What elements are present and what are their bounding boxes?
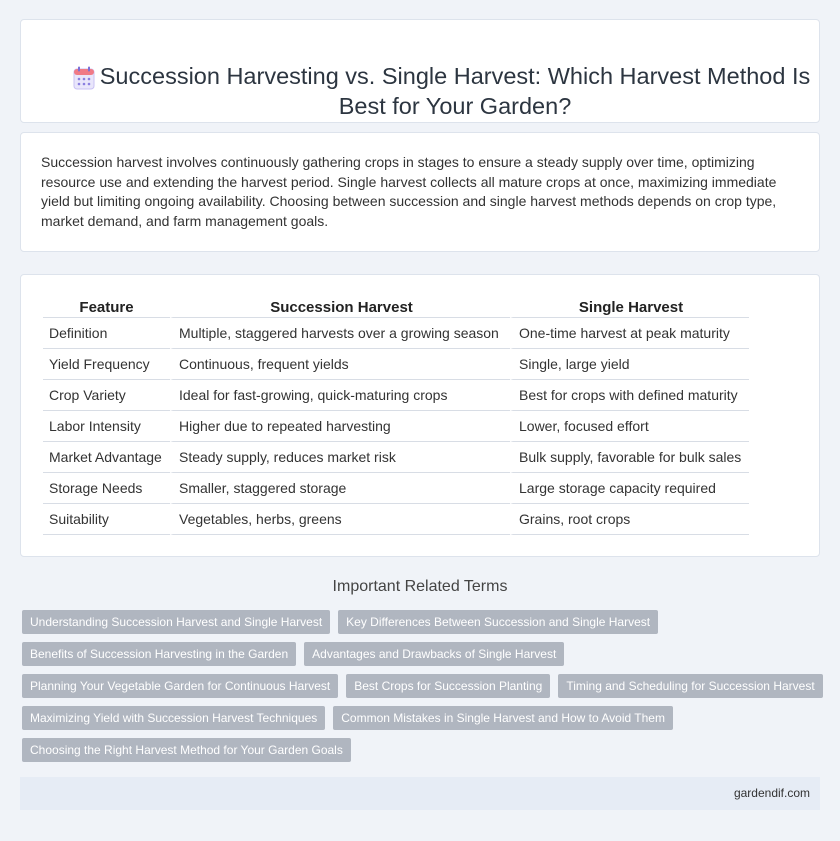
related-term-link[interactable]: Common Mistakes in Single Harvest and How to Avoid Them: [333, 706, 673, 730]
tag-row: [22, 706, 822, 730]
header-single: Single Harvest: [510, 295, 749, 318]
feature-cell: Labor Intensity: [43, 411, 170, 442]
succession-cell: Smaller, staggered storage: [170, 473, 510, 504]
related-term-link[interactable]: Understanding Succession Harvest and Single Harvest: [22, 610, 330, 634]
related-term-link[interactable]: Benefits of Succession Harvesting in the Garden: [22, 642, 296, 666]
succession-cell: Multiple, staggered harvests over a growing season: [170, 318, 510, 349]
feature-cell: Storage Needs: [43, 473, 170, 504]
related-terms-tags: [22, 610, 822, 770]
single-cell: Grains, root crops: [510, 504, 749, 535]
single-cell: One-time harvest at peak maturity: [510, 318, 749, 349]
table-row: [43, 318, 749, 349]
related-terms-title: Important Related Terms: [332, 578, 508, 595]
intro-paragraph: Succession harvest involves continuously gathering crops in stages to ensure a steady supply over time, optimizing resource use and extending the harvest period. Single harvest collects all mature crops at once, maximizing immediate yield but limiting ongoing availability. Choosing between succession and single harvest methods depends on crop type, market demand, and farm management goals.: [41, 154, 777, 229]
table-header-row: [43, 295, 749, 318]
tag-row: [22, 738, 822, 762]
related-term-link[interactable]: Timing and Scheduling for Succession Harvest: [558, 674, 822, 698]
single-cell: Large storage capacity required: [510, 473, 749, 504]
single-cell: Best for crops with defined maturity: [510, 380, 749, 411]
table-row: [43, 380, 749, 411]
intro-card: [20, 132, 820, 252]
related-term-link[interactable]: Key Differences Between Succession and Single Harvest: [338, 610, 658, 634]
related-term-link[interactable]: Advantages and Drawbacks of Single Harvest: [304, 642, 564, 666]
header-feature: Feature: [43, 295, 170, 318]
page-title: Succession Harvesting vs. Single Harvest: Which Harvest Method Is Best for Your Garden?: [99, 63, 811, 119]
footer-site-name: gardendif.com: [733, 786, 810, 800]
feature-cell: Crop Variety: [43, 380, 170, 411]
tag-row: [22, 674, 822, 698]
related-term-link[interactable]: Maximizing Yield with Succession Harvest Techniques: [22, 706, 325, 730]
footer: [20, 777, 820, 810]
table-row: [43, 473, 749, 504]
related-term-link[interactable]: Best Crops for Succession Planting: [346, 674, 550, 698]
succession-cell: Ideal for fast-growing, quick-maturing crops: [170, 380, 510, 411]
feature-cell: Suitability: [43, 504, 170, 535]
succession-cell: Higher due to repeated harvesting: [170, 411, 510, 442]
tag-row: [22, 610, 822, 634]
feature-cell: Market Advantage: [43, 442, 170, 473]
succession-cell: Continuous, frequent yields: [170, 349, 510, 380]
single-cell: Lower, focused effort: [510, 411, 749, 442]
comparison-table-card: [20, 274, 820, 557]
succession-cell: Vegetables, herbs, greens: [170, 504, 510, 535]
feature-cell: Definition: [43, 318, 170, 349]
header-succession: Succession Harvest: [170, 295, 510, 318]
tag-row: [22, 642, 822, 666]
header-card: [20, 19, 820, 123]
table-row: [43, 349, 749, 380]
related-term-link[interactable]: Choosing the Right Harvest Method for Your Garden Goals: [22, 738, 351, 762]
succession-cell: Steady supply, reduces market risk: [170, 442, 510, 473]
table-row: [43, 504, 749, 535]
table-row: [43, 442, 749, 473]
feature-cell: Yield Frequency: [43, 349, 170, 380]
single-cell: Single, large yield: [510, 349, 749, 380]
single-cell: Bulk supply, favorable for bulk sales: [510, 442, 749, 473]
comparison-table: [43, 295, 749, 535]
related-term-link[interactable]: Planning Your Vegetable Garden for Continuous Harvest: [22, 674, 338, 698]
table-row: [43, 411, 749, 442]
